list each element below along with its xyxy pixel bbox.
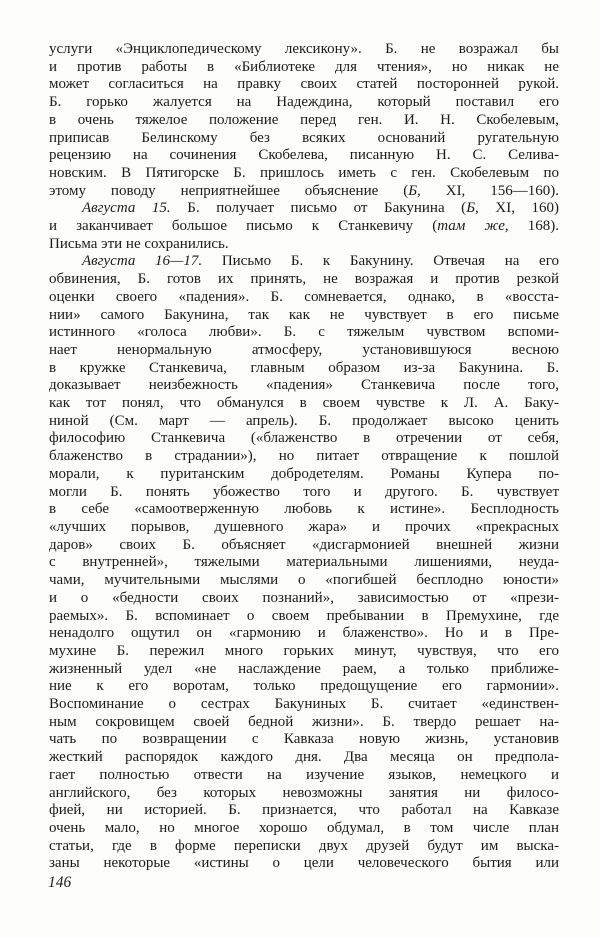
text-line: [49, 572, 559, 590]
text-run: может согласиться на правку своих статей посторонней рукой.: [49, 76, 559, 93]
text-run: и против работы в «Библиотеке для чтения», но никак не: [49, 58, 559, 75]
italic-text-run: Августа 15.: [82, 200, 171, 217]
text-run: очень мало, но многое хорошо обдумал, в том числе план: [49, 819, 559, 836]
text-line: [49, 714, 559, 732]
text-run: XI, 160): [478, 200, 560, 217]
text-run: Б. горько жалуется на Надеждина, который поставил его: [49, 94, 559, 111]
text-line: [49, 183, 559, 201]
text-run: Письмо Б. к Бакунину. Отвечая на его: [202, 253, 559, 270]
text-line: [49, 112, 559, 130]
text-line: [49, 448, 559, 466]
text-line: [49, 289, 559, 307]
text-line: [49, 395, 559, 413]
italic-text-run: Б,: [466, 200, 479, 217]
text-line: [49, 200, 559, 218]
text-run: рецензию на сочинения Скобелева, писанную Н. С. Селива-: [49, 147, 559, 164]
text-line: [49, 554, 559, 572]
text-run: 168).: [508, 218, 559, 235]
text-run: новским. В Пятигорске Б. пришлось иметь с ген. Скобелевым по: [49, 164, 559, 181]
text-run: ненадолго ощутил он «гармонию и блаженство». Но и в Пре-: [49, 625, 559, 642]
text-run: гает полностью отвести на изучение языков, немецкого и: [49, 766, 559, 783]
italic-text-run: там же,: [437, 218, 509, 235]
text-run: жесткий распорядок каждого дня. Два месяца он предпола-: [49, 749, 559, 766]
text-run: заны некоторые «истины о цели человеческого бытия или: [49, 855, 559, 872]
text-line: [49, 802, 559, 820]
text-line: [49, 785, 559, 803]
text-line: [49, 307, 559, 325]
text-line: [49, 147, 559, 165]
text-run: фией, ни историей. Б. признается, что работал на Кавказе: [49, 802, 559, 819]
text-line: [49, 466, 559, 484]
text-run: как тот понял, что обманулся в своем чувстве к Л. А. Баку-: [49, 395, 559, 412]
text-run: оценки своего «падения». Б. сомневается, однако, в «восста-: [49, 288, 559, 305]
text-run: даров» своих Б. объясняет «дисгармонией внешней жизни: [49, 536, 559, 553]
text-line: [49, 608, 559, 626]
text-run: раемых». Б. вспоминает о своем пребывании в Премухине, где: [49, 607, 559, 624]
text-line: [49, 342, 559, 360]
text-run: ниной (См. март — апрель). Б. продолжает высоко ценить: [49, 412, 559, 429]
text-run: Письма эти не сохранились.: [49, 235, 229, 252]
text-line: [49, 519, 559, 537]
text-run: ным сокровищем своей бедной жизни». Б. твердо решает на-: [49, 713, 559, 730]
text-line: [49, 696, 559, 714]
text-run: философию Станкевича («блаженство в отречении от себя,: [49, 430, 559, 447]
text-line: [49, 838, 559, 856]
text-run: мухине Б. пережил много горьких минут, чувствуя, что его: [49, 642, 559, 659]
text-run: в себе «самоотверженную любовь к истине». Бесплодность: [49, 501, 559, 518]
text-run: могли Б. понять убожество того и другого. Б. чувствует: [49, 483, 559, 500]
text-run: услуги «Энциклопедическому лексикону». Б. не возражал бы: [49, 41, 559, 57]
text-line: [49, 731, 559, 749]
text-line: [49, 130, 559, 148]
text-run: ние к его воротам, только предощущение его гармонии».: [49, 678, 559, 695]
italic-text-run: Августа 16—17.: [82, 253, 203, 270]
text-line: [49, 76, 559, 94]
text-run: жизненный удел «не наслаждение раем, а только приближе-: [49, 660, 559, 677]
text-line: [49, 625, 559, 643]
text-line: [49, 767, 559, 785]
text-run: статьи, где в форме переписки двух друзей будут им выска-: [49, 837, 559, 854]
text-line: [49, 165, 559, 183]
text-run: «лучших порывов, душевного жара» и прочих «прекрасных: [49, 518, 559, 535]
text-line: [49, 59, 559, 77]
text-line: [49, 749, 559, 767]
text-run: с внутренней», тяжелыми материальными лишениями, неуда-: [49, 554, 559, 571]
text-line: [49, 94, 559, 112]
text-run: нии» самого Бакунина, так как не чувствует в его письме: [49, 306, 559, 323]
text-line: [49, 413, 559, 431]
text-line: [49, 218, 559, 236]
text-run: Б. получает письмо от Бакунина (: [170, 200, 467, 217]
text-run: Воспоминание о сестрах Бакуниных Б. считает «единствен-: [49, 696, 559, 713]
text-run: и о «бедности своих познаний», зависимостью от «прези-: [49, 589, 559, 606]
text-line: [49, 501, 559, 519]
text-line: [49, 324, 559, 342]
text-line: [49, 855, 559, 873]
text-run: истинного «голоса любви». Б. с тяжелым чувством вспоми-: [49, 324, 559, 341]
paragraph: [49, 200, 559, 253]
text-line: [49, 643, 559, 661]
text-run: приписав Белинскому без всяких оснований ругательную: [49, 129, 559, 146]
text-run: и заканчивает большое письмо к Станкевичу (: [49, 218, 438, 235]
page-text: [49, 41, 559, 873]
paragraph: [49, 41, 559, 200]
text-line: [49, 678, 559, 696]
text-line: [49, 236, 559, 254]
italic-text-run: Б,: [408, 182, 421, 199]
text-run: нает ненормальную атмосферу, установившуюся весною: [49, 341, 559, 358]
text-run: этому поводу неприятнейшее объяснение (: [49, 182, 409, 199]
page-number: 146: [48, 874, 72, 891]
text-run: блаженство в страдании»), но питает отвращение к пошлой: [49, 448, 559, 465]
text-line: [49, 820, 559, 838]
text-run: доказывает неизбежность «падения» Станкевича после того,: [49, 377, 559, 394]
text-line: [49, 537, 559, 555]
text-run: обвинения, Б. готов их принять, не возражая и против резкой: [49, 271, 559, 288]
text-line: [49, 661, 559, 679]
text-run: чами, мучительными мыслями о «погибшей бесплодно юности»: [49, 572, 559, 589]
text-run: XI, 156—160).: [420, 182, 559, 199]
text-line: [49, 430, 559, 448]
paragraph: [49, 253, 559, 873]
text-line: [49, 41, 559, 59]
text-run: в кружке Станкевича, главным образом из-за Бакунина. Б.: [49, 359, 559, 376]
text-line: [49, 484, 559, 502]
text-line: [49, 271, 559, 289]
text-line: [49, 360, 559, 378]
text-run: в очень тяжелое положение перед ген. И. Н. Скобелевым,: [49, 111, 559, 128]
text-run: английского, без которых невозможны занятия ни филосо-: [49, 784, 559, 801]
text-run: морали, к пуританским добродетелям. Романы Купера по-: [49, 465, 559, 482]
text-run: чать по возвращении с Кавказа новую жизнь, установив: [49, 731, 559, 748]
text-line: [49, 253, 559, 271]
text-line: [49, 590, 559, 608]
text-line: [49, 377, 559, 395]
